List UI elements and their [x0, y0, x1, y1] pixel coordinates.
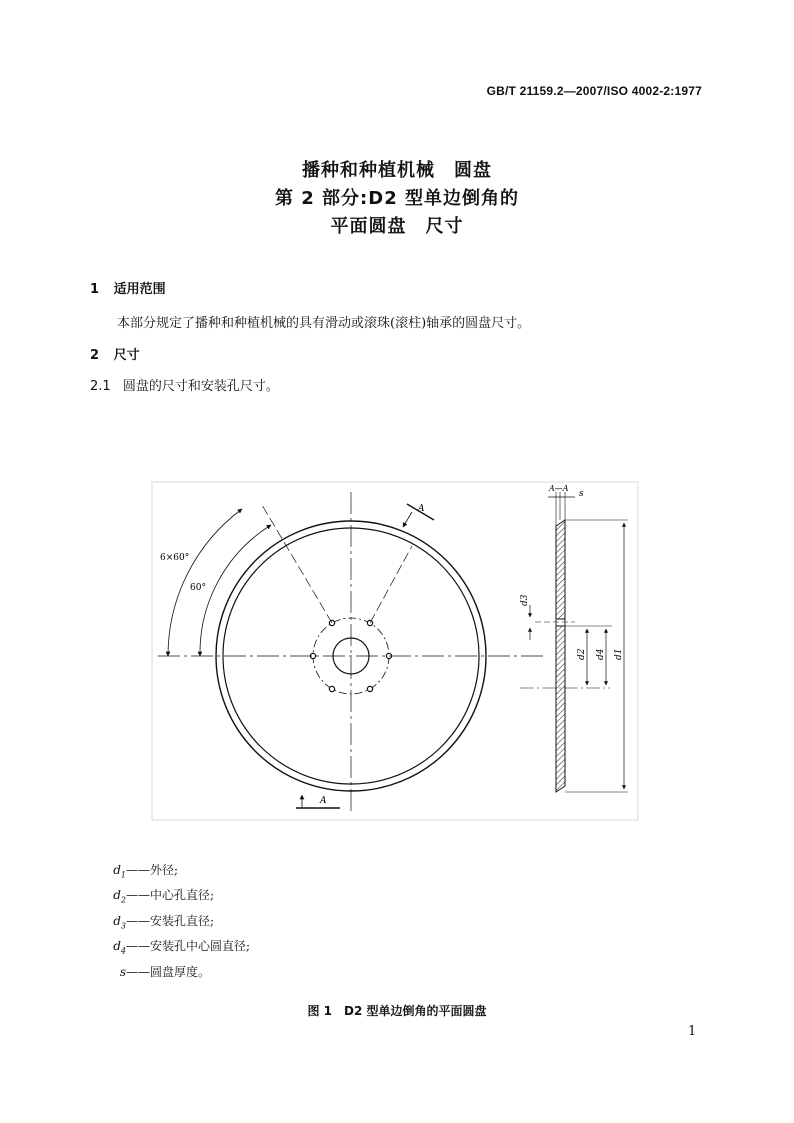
- legend-item: [112, 936, 250, 961]
- title-line-2: 第 2 部分:D2 型单边倒角的: [275, 188, 519, 209]
- section-1-number: 1: [90, 282, 100, 297]
- title-line-1: 播种和种植机械 圆盘: [302, 160, 492, 181]
- legend-text: 中心孔直径;: [150, 888, 215, 903]
- legend-symbol: $d_3$: [113, 913, 126, 931]
- section-mark-top: A: [418, 504, 425, 514]
- legend-item: [112, 885, 250, 910]
- legend-subscript: 1: [120, 870, 126, 880]
- disc-section-view: [520, 492, 628, 792]
- standard-code: GB/T 21159.2—2007/ISO 4002-2:1977: [486, 84, 702, 98]
- section-1-title: 适用范围: [113, 282, 166, 297]
- page-number: 1: [688, 1024, 697, 1039]
- section-mark-bottom: A: [320, 796, 327, 806]
- legend-text: 安装孔中心圆直径;: [150, 939, 251, 954]
- legend-symbol: $d_4$: [113, 939, 126, 956]
- legend-subscript: 3: [120, 921, 126, 931]
- angle-single-label: 60°: [190, 583, 206, 593]
- legend-dash: ——: [126, 863, 150, 877]
- legend-dash: ——: [126, 913, 150, 928]
- section-upper-hatch: [556, 520, 565, 619]
- angle-total-label: 6×60°: [160, 553, 190, 563]
- title-line-3: 平面圆盘 尺寸: [330, 216, 464, 237]
- angle-arc-60: [200, 525, 271, 656]
- legend-symbol: $d_1$: [113, 863, 126, 880]
- section-label: A—A: [549, 484, 569, 493]
- legend-dash: ——: [126, 964, 150, 979]
- legend-subscript: 4: [120, 946, 126, 956]
- section-2-title: 尺寸: [113, 348, 140, 363]
- mount-hole: [367, 686, 372, 691]
- legend-text: 安装孔直径;: [150, 913, 215, 928]
- dim-label-d4: d4: [596, 648, 606, 660]
- legend-symbol: s: [119, 964, 126, 979]
- section-2-number: 2: [90, 348, 100, 363]
- section-1-text: 本部分规定了播种和种植机械的具有滑动或滚珠(滚柱)轴承的圆盘尺寸。: [117, 316, 531, 331]
- disc-front-view: [158, 492, 545, 815]
- legend-item: [112, 860, 250, 885]
- figure-caption: 图 1 D2 型单边倒角的平面圆盘: [307, 1004, 487, 1018]
- section-lower-hatch: [556, 626, 565, 792]
- legend-item: [112, 962, 250, 982]
- dim-label-d1: d1: [614, 648, 624, 660]
- radial-line-right: [370, 546, 412, 623]
- legend-symbol: $d_2$: [113, 888, 126, 905]
- mount-hole: [329, 686, 334, 691]
- legend-item: [112, 911, 250, 936]
- thickness-label: s: [579, 489, 584, 499]
- dim-label-d2: d2: [577, 648, 587, 660]
- legend-text: 外径;: [150, 863, 179, 877]
- dim-label-d3: d3: [520, 594, 530, 606]
- legend: [112, 860, 250, 982]
- section-2-1-number: 2.1: [90, 379, 111, 394]
- legend-subscript: 2: [120, 895, 126, 905]
- radial-line-left: [262, 505, 332, 623]
- legend-text: 圆盘厚度。: [150, 964, 211, 979]
- section-arrow-top: [403, 512, 412, 527]
- section-2-1-body: 圆盘的尺寸和安装孔尺寸。: [122, 379, 279, 394]
- legend-dash: ——: [126, 888, 150, 903]
- legend-dash: ——: [126, 939, 150, 954]
